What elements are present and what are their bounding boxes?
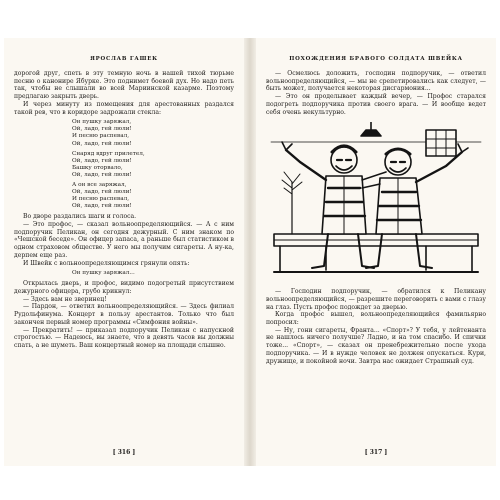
paragraph: — Это он проделывает каждый вечер, — Профос старался подогреть подпоручика против своего врага. — И вообще ведет себя очень некультурно. bbox=[266, 93, 486, 116]
verse-line: Башку оторвало, bbox=[72, 164, 123, 171]
verse-line: Ой, ладо, гей люли! bbox=[72, 203, 132, 210]
verse-line: Он пушку заряжал... bbox=[72, 270, 135, 277]
right-page-number: [ 317 ] bbox=[364, 449, 388, 456]
paragraph: — Прекратить! — приказал подпоручик Пеликан с напускной строгостью. — Надеюсь, вы знаете, что в девять часов вы должны спать, а не шуметь. Ваш концертный номер на площади слышно. bbox=[14, 326, 234, 349]
verse-stanza bbox=[72, 151, 234, 179]
paragraph: — Господин подпоручик, — обратился к Пеликану вольноопределяющийся, — разрешите переговорить с вами с глазу на глаз. Пусть профос подождет за дверью. bbox=[266, 288, 486, 311]
verse-line: Снаряд вдруг прилетел, bbox=[72, 150, 145, 157]
right-page bbox=[256, 38, 496, 466]
verse-stanza bbox=[72, 270, 234, 277]
paragraph: Во дворе раздались шаги и голоса. bbox=[23, 213, 137, 221]
book-gutter bbox=[244, 38, 256, 466]
paragraph: — Ну, гони сигареты, Франта... «Спорт»? У тебя, у лейтенанта не нашлось ничего получше? Ладно, и на том спасибо. И спички тоже... «Спорт», — сказал он пренебрежительно после ухода подпоручика. — И в нужде человек не должен опускаться. Кури, дружище, и покойной ночи. Завтра нас ожидает Страшный суд. bbox=[266, 326, 486, 365]
left-page-number: [ 316 ] bbox=[112, 449, 136, 456]
illustration bbox=[266, 122, 486, 280]
right-page-text-bottom bbox=[266, 288, 486, 365]
verse-line: Ой, ладо, гей люли! bbox=[72, 171, 132, 178]
verse-line: Ой, ладо, гей люли! bbox=[72, 189, 132, 196]
paragraph: дорогой друг, спеть в эту темную ночь в нашей тихой тюрьме песню о канонире Ябурке. Это поднимет боевой дух. Но надо петь так, чтобы не слышали во всей Мариинской казарме. Поэтому предлагаю закрыть дверь. bbox=[14, 70, 234, 101]
paragraph: Открылась дверь, и профос, видимо подогретый присутствием дежурного офицера, грубо крикнул: bbox=[14, 280, 234, 296]
paragraph: — Осмелюсь доложить, господин подпоручик, — ответил вольноопределяющийся, — мы не срепетировались как следует, — быть может, получается некоторая дисгармония... bbox=[266, 70, 486, 93]
illustration-drawing bbox=[266, 122, 486, 280]
verse-line: И песню распевал, bbox=[72, 196, 130, 203]
verse-line: А он все заряжал, bbox=[72, 181, 127, 188]
paragraph: — Пардон, — ответил вольноопределяющийся. — Здесь филиал Рудольфинума. Концерт в пользу арестантов. Только что был закончен первый номер программы «Симфония войны». bbox=[14, 303, 234, 326]
verse-line: Ой, ладо, гей люли! bbox=[72, 140, 132, 147]
verse-line: И песню распевал, bbox=[72, 133, 130, 140]
verse-stanza bbox=[72, 182, 234, 210]
verse-line: Он пушку заряжал, bbox=[72, 119, 132, 126]
left-running-head: ЯРОСЛАВ ГАШЕК bbox=[90, 56, 158, 62]
left-page-text bbox=[14, 70, 234, 350]
verse-line: Ой, ладо, гей люли! bbox=[72, 126, 132, 133]
paragraph: И через минуту из помещения для арестованных раздался такой рев, что в коридоре задрожали стекла: bbox=[14, 100, 234, 116]
right-running-head: ПОХОЖДЕНИЯ БРАВОГО СОЛДАТА ШВЕЙКА bbox=[289, 56, 463, 62]
paragraph: — Здесь вам не зверинец! bbox=[23, 295, 107, 303]
verse-line: Ой, ладо, гей люли! bbox=[72, 157, 132, 164]
verse-stanza bbox=[72, 119, 234, 147]
right-page-text-top bbox=[266, 70, 486, 116]
paragraph: — Это профос, — сказал вольноопределяющийся. — А с ним подпоручик Пеликан, он сегодня дежурный. С ним знаком по «Чешской беседе». Он офицер запаса, а раньше был статистиком в одном страховом обществе. У него мы получим сигареты. А ну-ка, дерпем еще раз. bbox=[14, 221, 234, 259]
paragraph: И Швейк с вольноопределяющимся грянули опять: bbox=[23, 259, 190, 267]
paragraph: Когда профос вышел, вольноопределяющийся фамильярно попросил: bbox=[266, 311, 486, 327]
left-page bbox=[4, 38, 244, 466]
